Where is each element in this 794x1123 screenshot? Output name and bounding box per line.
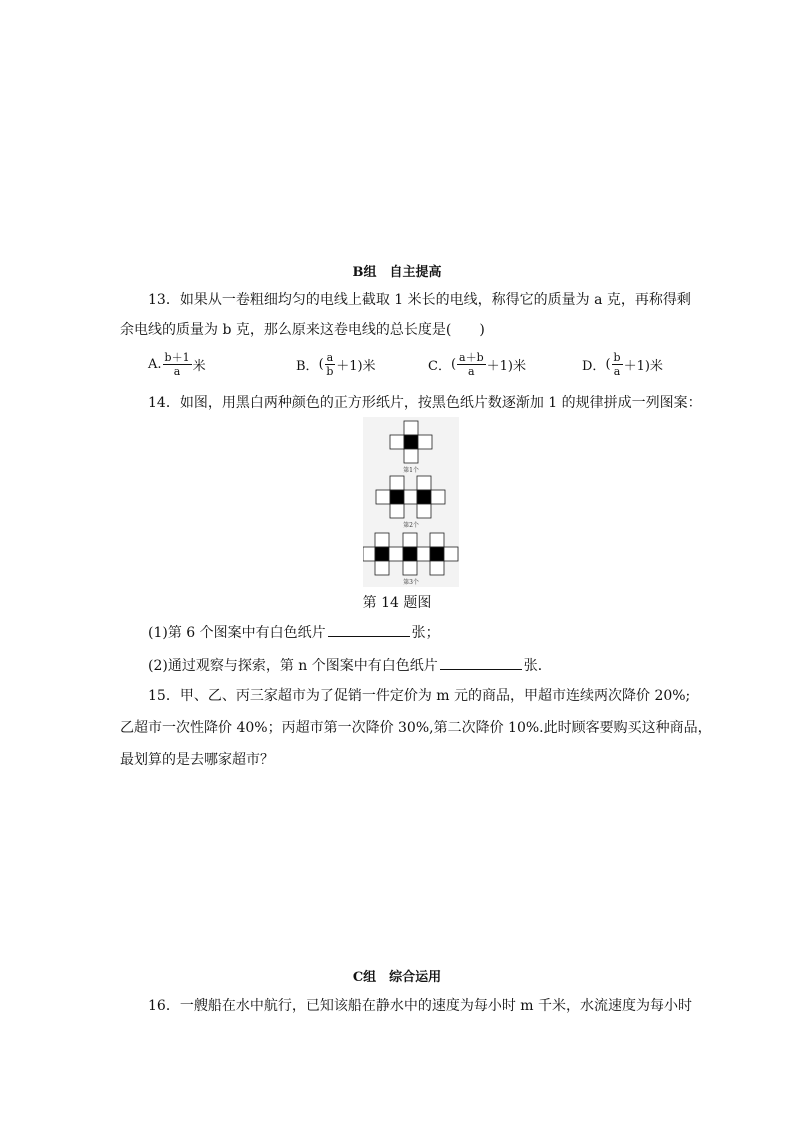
white-tile <box>417 504 431 518</box>
white-tile <box>375 561 389 575</box>
white-tile <box>417 476 431 490</box>
fraction-numerator: b <box>613 351 621 364</box>
white-tile <box>403 561 417 575</box>
option-label: B． <box>296 359 319 374</box>
white-tile <box>375 533 389 547</box>
q14-sub2-text: (2)通过观察与探索，第 n 个图案中有白色纸片 <box>148 658 438 674</box>
q14-sub1-text: (1)第 6 个图案中有白色纸片 <box>148 625 326 641</box>
fraction-denominator: b <box>326 365 334 378</box>
q14-text: 14．如图，用黑白两种颜色的正方形纸片，按黑色纸片数逐渐加 1 的规律拼成一列图案： <box>148 395 702 411</box>
white-tile <box>431 490 445 504</box>
q14-sub2-unit: 张． <box>523 658 552 674</box>
white-tile <box>404 449 418 463</box>
section-c-title: C组 综合运用 <box>352 970 442 985</box>
answer-blank[interactable] <box>328 622 410 637</box>
section-b-title: B组 自主提高 <box>352 265 442 280</box>
white-tile <box>430 533 444 547</box>
pattern-1-label: 第1个 <box>403 467 419 474</box>
white-tile <box>417 547 430 561</box>
q13-line2: 余电线的质量为 b 克，那么原来这卷电线的总长度是( ) <box>120 322 485 338</box>
pattern-3-label: 第3个 <box>403 579 419 586</box>
q13-option-c <box>428 352 526 377</box>
q13-line1: 13．如果从一卷粗细均匀的电线上截取 1 米长的电线，称得它的质量为 a 克，再称得剩 <box>148 292 691 308</box>
fraction-numerator: b＋1 <box>164 351 190 364</box>
answer-blank[interactable] <box>440 655 522 670</box>
q14-figure-caption: 第 14 题图 <box>362 595 432 611</box>
option-suffix: ＋1)米 <box>623 359 663 374</box>
white-tile <box>363 547 375 561</box>
option-prefix: ( <box>450 357 457 372</box>
q13-option-d <box>582 352 663 377</box>
black-tile <box>390 490 404 504</box>
q13-option-a <box>148 352 206 377</box>
white-tile <box>389 547 403 561</box>
white-tile <box>390 504 404 518</box>
white-tile <box>404 421 418 435</box>
fraction-denominator: a <box>613 365 621 378</box>
white-tile <box>403 533 417 547</box>
black-tile <box>375 547 389 561</box>
option-fraction <box>612 352 623 377</box>
option-label: A. <box>148 357 162 372</box>
q15-line1: 15．甲、乙、丙三家超市为了促销一件定价为 m 元的商品，甲超市连续两次降价 20%; <box>148 688 691 704</box>
option-suffix: 米 <box>192 359 206 374</box>
white-tile <box>444 547 458 561</box>
option-fraction <box>457 352 486 377</box>
fraction-numerator: a <box>326 351 334 364</box>
option-fraction <box>163 352 192 377</box>
white-tile <box>390 435 404 449</box>
option-suffix: ＋1)米 <box>486 359 526 374</box>
white-tile <box>376 490 390 504</box>
q16-line1: 16．一艘船在水中航行，已知该船在静水中的速度为每小时 m 千米，水流速度为每小时 <box>148 998 692 1014</box>
q15-line2: 乙超市一次性降价 40%；丙超市第一次降价 30%,第二次降价 10%.此时顾客要购买这种商品， <box>120 720 712 736</box>
option-prefix: ( <box>605 357 611 372</box>
option-label: D． <box>582 359 606 374</box>
white-tile <box>430 561 444 575</box>
white-tile <box>404 490 417 504</box>
q14-sub1 <box>148 622 440 643</box>
white-tile <box>418 435 432 449</box>
option-label: C． <box>428 359 451 374</box>
pattern-2-label: 第2个 <box>403 522 419 529</box>
black-tile <box>404 435 418 449</box>
fraction-denominator: a <box>173 365 181 378</box>
black-tile <box>417 490 431 504</box>
fraction-numerator: a＋b <box>459 351 484 364</box>
fraction-denominator: a <box>468 365 475 378</box>
black-tile <box>430 547 444 561</box>
q14-sub2 <box>148 655 552 676</box>
option-suffix: ＋1)米 <box>336 359 376 374</box>
q14-figure <box>363 417 459 587</box>
tile-pattern-figure <box>363 417 459 587</box>
q14-sub1-unit: 张； <box>411 625 440 641</box>
black-tile <box>403 547 417 561</box>
white-tile <box>390 476 404 490</box>
q13-option-b <box>296 352 376 377</box>
option-fraction <box>325 352 336 377</box>
q15-line3: 最划算的是去哪家超市？ <box>120 752 274 768</box>
option-prefix: ( <box>318 357 324 372</box>
